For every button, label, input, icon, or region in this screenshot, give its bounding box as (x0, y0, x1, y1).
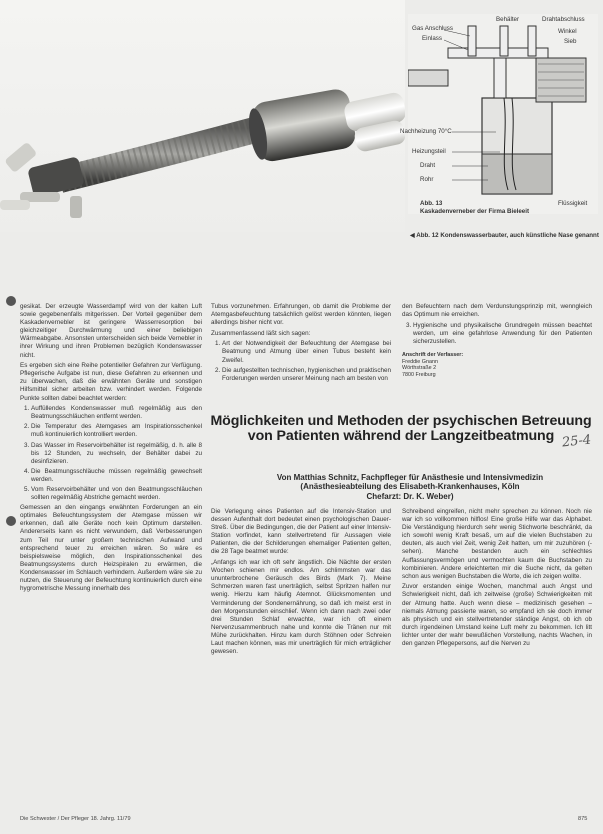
list-item: 1. Art der Notwendigkeit der Befeuchtung der Atemgase bei Beatmung und Atmung über einen Tubus besteht kein Zweifel. (222, 340, 391, 364)
figure-caption-text: Kondenswasserbauter, auch künstliche Nase genannt (440, 232, 599, 239)
column-1 (20, 303, 202, 596)
diagram-label: Flüssigkeit (558, 200, 588, 207)
byline-chief: Chefarzt: Dr. K. Weber) (366, 491, 454, 501)
article-column-2 (211, 508, 391, 659)
photo-cascade-nebulizer (0, 0, 405, 232)
photo-caption-text: Kaskadenverneber der Firma Bieleeit (420, 207, 530, 215)
figure-caption-number: Abb. 12 (416, 232, 439, 239)
list-item: 4. Die Beatmungsschläuche müssen regelmäßig gewechselt werden. (31, 468, 202, 484)
handwritten-note: 25-4 (561, 432, 592, 451)
diagram-label: Einlass (422, 35, 442, 42)
article-paragraph: Die Verlegung eines Patienten auf die Intensiv-Station und dessen Aufenthalt dort bedeutet einen psychologischen Dauer-Streß. Über die Bedingungen, die der Patient auf einer Intensiv-Station vorfindet, kann stellvertretend für Aussagen viele Patienten, die der Schilderungen ehemaliger Patienten gelten, die 28 Tage beatmet wurde: (211, 508, 391, 556)
article-paragraph: Schreibend eingreifen, nicht mehr sprechen zu können. Noch nie war ich so vollkommen hilflos! Eine große Hilfe war das Alphabet. Die Verständigung hierdurch sehr wenig Stichworte beschränkt, da ich sowohl wenig Kraft besaß, um auf die vielen Buchstaben zu deuten, als auch viel Zeit, wenig Zeit hatten, um mir zuzuhören (-sehen). Manche bestanden auch ein schlechtes Auffassungsvermögen und vermochten kaum die Buchstaben zu kombinieren. Andere erleichterten mir die Suche nicht, da gelten schon aus wenigen Buchstaben die Worte, die ich zeigen wollte. (402, 508, 592, 580)
list-item: 3. Das Wasser im Reservoirbehälter ist regelmäßig, d. h. alle 8 bis 12 Stunden, zu wechseln, der Behälter dabei zu desinfizieren. (31, 442, 202, 466)
footer-journal: Die Schwester / Der Pfleger 18. Jahrg. 11/79 (20, 816, 131, 822)
col3-paragraph: den Befeuchtern nach dem Verdunstungsprinzip mit, wenngleich das Optimum nie erreichen. (402, 303, 592, 319)
byline-author: Von Matthias Schnitz, Fachpfleger für Anästhesie und Intensivmedizin (276, 473, 544, 482)
diagram-label: Nachheizung 70°C (400, 128, 452, 135)
column-2-top (211, 303, 391, 385)
address-line: Wörthstraße 2 (402, 365, 437, 372)
byline-affiliation: (Anästhesieabteilung des Elisabeth-Krankenhauses, Köln (300, 482, 520, 492)
col1-paragraph: Gemessen an den eingangs erwähnten Forderungen an ein optimales Befeuchtungssystem der Atemgase müssen wir erkennen, daß alle Geräte noch kein Optimum darstellen. Andererseits kann es nicht verwundern, daß Verbesserungen zum Teil nur unter großem technischen Aufwand und entsprechend teuer zu erreichen wären. So wäre es beispielsweise möglich, den Inspirationsschenkel des Beatmungssystems durch Heizspiralen zu erwärmen, die Kondenswasser im Schlauch verhindern. Außerdem wäre sie zu nutzen, die Steuerung der Befeuchtung kontinuierlich durch eine hygrometrische Messung innerhalb des (20, 504, 202, 593)
list-item: 5. Vom Reservoirbehälter und von den Beatmungsschläuchen sollten regelmäßig Abstriche gemacht werden. (31, 486, 202, 502)
col3-list (402, 322, 592, 346)
col2-paragraph: Zusammenfassend läßt sich sagen: (211, 329, 311, 337)
col1-paragraph: Es ergeben sich eine Reihe potentieller Gefahren zur Verfügung. Pflegerische Aufgabe ist nun, diese Gefahren zu erkennen und zu überwachen, daß die erwähnten Geräte und sonstigen Hilfsmittel sicher arbeiten bzw. verhindert werden. Folgende Punkte sollten dabei beachtet werden: (20, 362, 202, 402)
address-line: 7800 Freiburg (402, 371, 436, 378)
col2-paragraph: Tubus vorzunehmen. Erfahrungen, ob damit die Probleme der Atemgasbefeuchtung tatsächlich gelöst werden könnten, liegen allerdings bisher nicht vor. (211, 303, 391, 327)
nebulizer-photo-graphic (0, 0, 405, 232)
list-item: 1. Auffüllendes Kondenswasser muß regelmäßig aus den Beatmungsschläuchen entfernt werden. (31, 405, 202, 421)
page-number: 875 (578, 816, 588, 822)
article-byline (218, 473, 602, 501)
diagram-label: Draht (420, 162, 436, 169)
authors-address (402, 352, 592, 378)
article-paragraph: „Anfangs ich war ich oft sehr ängstlich. Die Nächte der ersten Wochen schienen mir endlos. Am schlimmsten war das ununterbrochene Geräusch des Birds (Mark 7). Meine Schmerzen waren fast unerträglich, selbst Spritzen halfen nur wenig. Hierzu kam häufig Atemnot. Glücksmomenten und Verminderung der Sondenernährung, so daß ich meist erst in den Morgenstunden einschlief. Wenn ich dann nach zwei oder drei Stunden Schlaf erwachte, war ich oft einem Nervenzusammenbruch nahe und konnte die Tränen nur mit Mühe zurückhalten. Hinzu kam durch Stöhnen oder Schreien Laut machen können, was mir unerträglich für mich erträglicher gewesen. (211, 559, 391, 656)
punch-hole (6, 296, 16, 306)
punch-hole (6, 516, 16, 526)
col1-list (20, 405, 202, 502)
list-item: 2. Die Temperatur des Atemgases am Inspirationsschenkel muß kontinuierlich kontrolliert werden. (31, 423, 202, 439)
photo-caption (420, 200, 600, 215)
diagram-label: Heizungsteil (412, 148, 446, 155)
article-title: Möglichkeiten und Methoden der psychischen Betreuung von Patienten während der Langzeitbeatmung (210, 413, 592, 445)
diagram-label: Rohr (420, 176, 434, 183)
diagram-label: Gas Anschluss (412, 25, 453, 32)
col1-paragraph: gesikat. Der erzeugte Wasserdampf wird von der kalten Luft sowie gegebenenfalls mitgerissen. Der Vorteil gegenüber dem Kaskadenvernebler ist geringere Wasserresorption bei gleichzeitiger Durchwärmung und einer beliebigen Wärmeabgabe. Ansonsten unterscheiden sich beide Vernebler in ihrer Wirkung und ihren Problemen bezüglich Kondenswasser nicht. (20, 303, 202, 359)
figure-caption (410, 232, 600, 240)
list-item: 2. Die aufgestellten technischen, hygienischen und praktischen Forderungen werden unserer Meinung nach am besten von (222, 367, 391, 383)
diagram-label: Sieb (564, 38, 577, 45)
diagram-label: Drahtabschluss (542, 16, 585, 23)
diagram-label: Behälter (496, 16, 520, 23)
address-label: Anschrift der Verfasser: (402, 351, 464, 358)
condenser-diagram (400, 14, 598, 214)
article-paragraph: Zuvor erstanden einige Wochen, manchmal auch Angst und Schwierigkeit nicht, daß ich zeitweise (große) Schwierigkeiten mit der Atmung hatte. Auch wenn diese – medizinisch gesehen – niemals Atmung passierte waren, so empfand ich sie doch immer als physisch und ein stellvertretender ständige Angst, ob ich ob durch irgendeinen Umstand keine Luft mehr zu bekommen. Ich litt lichter unter der wahr bewußlichen Vorstellung, nachts Wachen, in den ganzen Pflegepersons, auf die Nerven zu (402, 583, 592, 647)
column-3-top (402, 303, 592, 378)
photo-caption-number: Abb. 13 (420, 200, 443, 207)
arrow-left-icon: ◀ (410, 232, 415, 239)
address-line: Freddie Gnann (402, 358, 438, 365)
list-item: 3. Hygienische und physikalische Grundregeln müssen beachtet werden, um eine gefahrlose Anwendung für den Patienten sicherzustellen. (413, 322, 592, 346)
diagram-label: Winkel (558, 28, 577, 35)
col2-list (211, 340, 391, 382)
article-column-3 (402, 508, 592, 651)
